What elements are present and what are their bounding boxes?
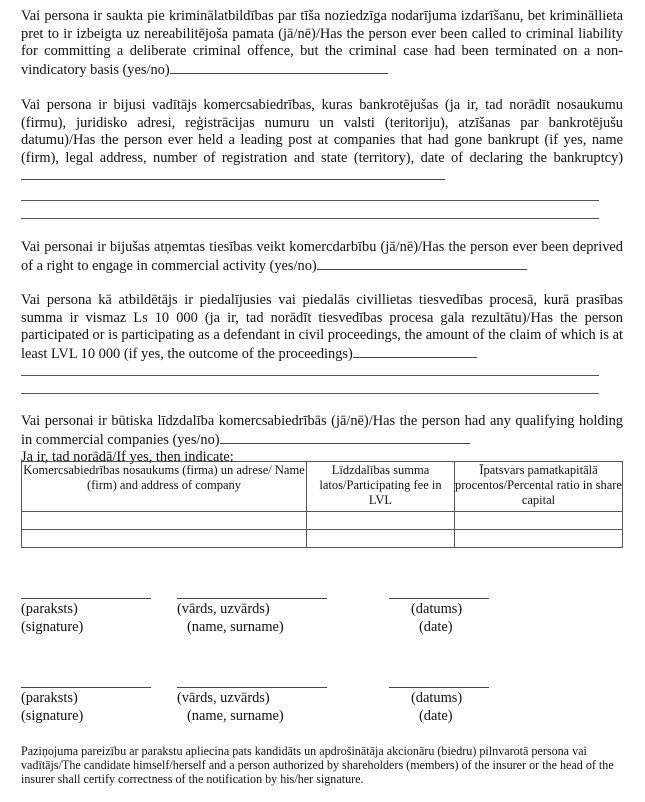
signature-caption-lv: (paraksts) <box>21 690 78 706</box>
table-cell-company[interactable] <box>22 530 307 548</box>
header-participating-fee: Līdzdalības summa latos/Participating fee in LVL <box>307 462 455 512</box>
table-row <box>22 530 623 548</box>
if-yes-instruction: Ja ir, tad norādā/If yes, then indicate: <box>21 449 234 466</box>
signature-caption-en: (signature) <box>21 708 84 724</box>
certification-note: Paziņojuma pareizību ar parakstu apliecina pats kandidāts un apdrošinātāja akcionāru (biedru) pilnvarotā persona vai vadītājs/The candidate himself/herself and a person authorized by shareholders (members) of the insurer or the head of the insurer shall certify correctness of the notification by his/her signature. <box>21 744 614 787</box>
table-cell-ratio[interactable] <box>455 512 623 530</box>
answer-line-bankrupt-2[interactable] <box>21 218 599 219</box>
question-criminal-liability-text: Vai persona ir saukta pie kriminālatbildības par tīša noziedzīga nodarījuma izdarīšanu, bet krimināllieta pret to ir izbeigta uz nereabilitējoša pamata (jā/nē)/Has the person ever been called to criminal liability for committing a deliberate criminal offence, but the criminal case had been terminated on a non-vindicatory basis (yes/no) <box>21 8 623 78</box>
date-caption-en: (date) <box>419 619 453 635</box>
date-line-1[interactable] <box>389 598 489 599</box>
question-bankrupt-companies <box>21 97 623 186</box>
name-caption-en: (name, surname) <box>187 708 284 724</box>
question-civil-proceedings <box>21 292 623 363</box>
answer-blank-commercial-activity-right[interactable] <box>317 257 527 270</box>
question-commercial-activity-right-text: Vai personai ir bijušas atņemtas tiesības veikt komercdarbību (jā/nē)/Has the person ever been deprived of a right to engage in commercial activity (yes/no) <box>21 239 623 274</box>
holdings-table-header-row <box>22 462 623 512</box>
table-cell-company[interactable] <box>22 512 307 530</box>
header-company-name-address: Komercsabiedrības nosaukums (firma) un adrese/ Name (firm) and address of company <box>22 462 307 512</box>
table-cell-fee[interactable] <box>307 512 455 530</box>
date-caption-en: (date) <box>419 708 453 724</box>
question-qualifying-holding-text: Vai personai ir būtiska līdzdalība komercsabiedrībās (jā/nē)/Has the person had any qualifying holding in commercial companies (yes/no) <box>21 413 623 448</box>
answer-blank-civil-proceedings[interactable] <box>353 345 477 358</box>
table-row <box>22 512 623 530</box>
question-qualifying-holding <box>21 413 623 467</box>
date-caption-lv: (datums) <box>411 601 463 617</box>
answer-blank-qualifying-holding[interactable] <box>220 431 470 444</box>
answer-blank-criminal-liability[interactable] <box>170 61 388 74</box>
signature-caption-lv: (paraksts) <box>21 601 78 617</box>
question-civil-proceedings-text: Vai persona kā atbildētājs ir piedalījusies vai piedalās civillietas tiesvedības procesā, kurā prasības summa ir vismaz Ls 10 000 (ja ir, tad norādīt tiesvedības procesa gala rezultātu)/Has the person participated or is participating as a defendant in civil proceedings, the amount of the claim of which is at least LVL 10 000 (if yes, the outcome of the proceedings) <box>21 292 623 362</box>
name-caption-lv: (vārds, uzvārds) <box>177 601 270 617</box>
signature-caption-en: (signature) <box>21 619 84 635</box>
question-commercial-activity-right <box>21 239 623 275</box>
answer-line-bankrupt-1[interactable] <box>21 200 599 201</box>
answer-line-civil-2[interactable] <box>21 393 599 394</box>
signature-line-2[interactable] <box>21 687 151 688</box>
holdings-table <box>21 461 623 548</box>
answer-line-civil-1[interactable] <box>21 375 599 376</box>
signature-line-1[interactable] <box>21 598 151 599</box>
answer-blank-bankrupt-companies[interactable] <box>21 167 445 180</box>
name-line-1[interactable] <box>177 598 327 599</box>
date-caption-lv: (datums) <box>411 690 463 706</box>
table-cell-ratio[interactable] <box>455 530 623 548</box>
name-line-2[interactable] <box>177 687 327 688</box>
name-caption-lv: (vārds, uzvārds) <box>177 690 270 706</box>
date-line-2[interactable] <box>389 687 489 688</box>
header-percental-ratio: Īpatsvars pamatkapitālā procentos/Percental ratio in share capital <box>455 462 623 512</box>
question-bankrupt-companies-text: Vai persona ir bijusi vadītājs komercsabiedrības, kuras bankrotējušas (ja ir, tad norādīt nosaukumu (firmu), juridisko adresi, reģistrācijas numuru un valsti (teritoriju), atzīšanas par bankrotējušu datumu)/Has the person ever held a leading post at companies that had gone bankrupt (if yes, name (firm), legal address, number of registration and state (territory), date of declaring the bankruptcy) <box>21 97 623 166</box>
question-criminal-liability <box>21 8 623 79</box>
table-cell-fee[interactable] <box>307 530 455 548</box>
name-caption-en: (name, surname) <box>187 619 284 635</box>
